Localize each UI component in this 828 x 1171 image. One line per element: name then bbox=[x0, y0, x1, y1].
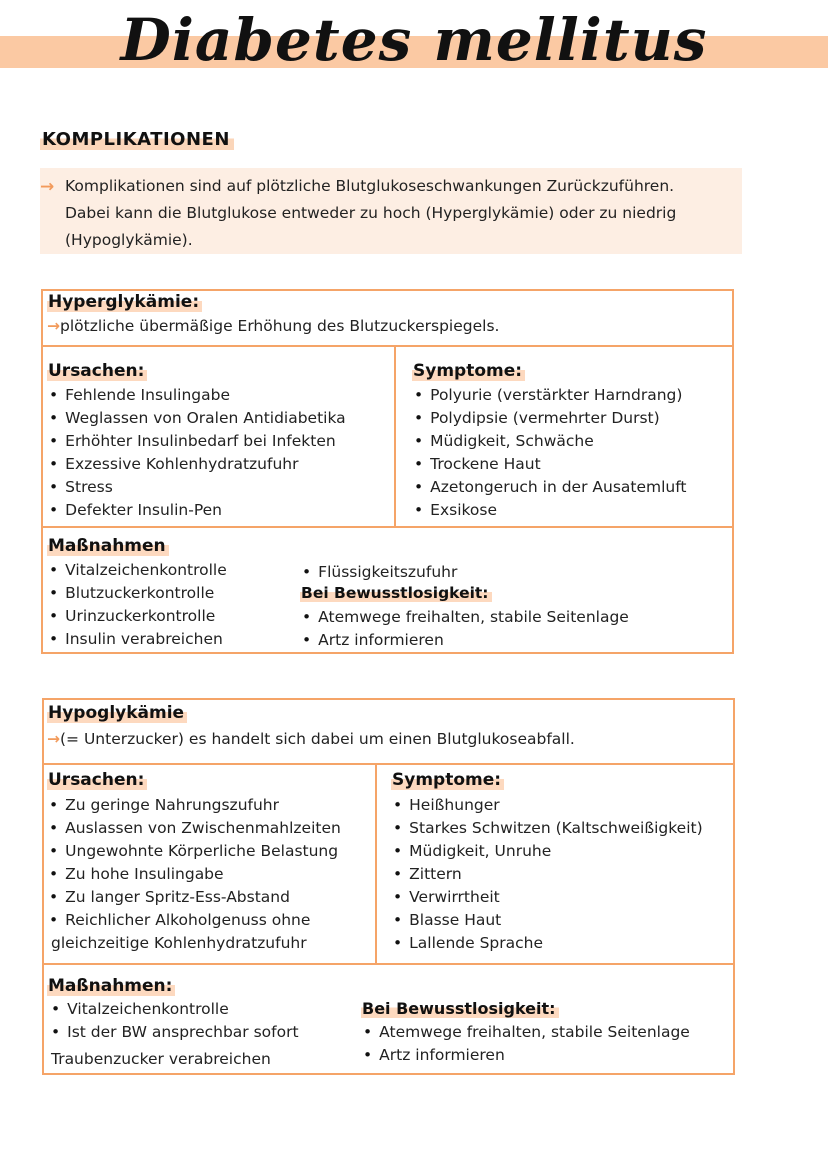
page-title: Diabetes mellitus bbox=[120, 6, 708, 74]
list-item: • Artz informieren bbox=[302, 629, 629, 652]
hypo-unconscious-list bbox=[363, 1021, 690, 1067]
list-item: • Müdigkeit, Schwäche bbox=[414, 430, 687, 453]
list-item: • Lallende Sprache bbox=[393, 932, 703, 955]
hypo-causes-heading: Ursachen: bbox=[47, 770, 147, 790]
arrow-right-icon: → bbox=[40, 177, 55, 197]
list-item: • Verwirrtheit bbox=[393, 886, 703, 909]
section-heading: KOMPLIKATIONEN bbox=[40, 129, 234, 150]
divider bbox=[41, 526, 734, 528]
hypo-symptoms-heading: Symptome: bbox=[391, 770, 504, 790]
divider bbox=[42, 963, 735, 965]
list-item: • Trockene Haut bbox=[414, 453, 687, 476]
list-item: • Starkes Schwitzen (Kaltschweißigkeit) bbox=[393, 817, 703, 840]
intro-line: Dabei kann die Blutglukose entweder zu hoch (Hyperglykämie) oder zu niedrig bbox=[65, 204, 677, 222]
list-item: • Müdigkeit, Unruhe bbox=[393, 840, 703, 863]
hypo-description: (= Unterzucker) es handelt sich dabei um einen Blutglukoseabfall. bbox=[60, 730, 575, 748]
list-item: • Erhöhter Insulinbedarf bei Infekten bbox=[49, 430, 346, 453]
list-item: • Blasse Haut bbox=[393, 909, 703, 932]
hyper-title: Hyperglykämie: bbox=[47, 292, 202, 312]
list-item: • Auslassen von Zwischenmahlzeiten bbox=[49, 817, 341, 840]
hyper-description-row bbox=[47, 317, 499, 335]
divider bbox=[375, 763, 377, 964]
list-item: • Atemwege freihalten, stabile Seitenlage bbox=[302, 606, 629, 629]
list-item: • Reichlicher Alkoholgenuss ohne bbox=[49, 909, 341, 932]
divider bbox=[41, 345, 734, 347]
hyper-symptoms-heading: Symptome: bbox=[412, 361, 525, 381]
list-item: • Azetongeruch in der Ausatemluft bbox=[414, 476, 687, 499]
list-item: • Exzessive Kohlenhydratzufuhr bbox=[49, 453, 346, 476]
hyper-measures-list bbox=[49, 559, 227, 651]
list-item: • Zu hohe Insulingabe bbox=[49, 863, 341, 886]
list-item: • Polydipsie (vermehrter Durst) bbox=[414, 407, 687, 430]
list-item: • Zittern bbox=[393, 863, 703, 886]
hypo-causes-list bbox=[49, 794, 341, 932]
hyper-causes-list bbox=[49, 384, 346, 522]
intro-line: (Hypoglykämie). bbox=[65, 231, 193, 249]
list-item: • Zu langer Spritz-Ess-Abstand bbox=[49, 886, 341, 909]
list-item: • Artz informieren bbox=[363, 1044, 690, 1067]
list-item: • Vitalzeichenkontrolle bbox=[51, 998, 299, 1021]
list-item: • Defekter Insulin-Pen bbox=[49, 499, 346, 522]
hypo-causes-continuation: gleichzeitige Kohlenhydratzufuhr bbox=[51, 934, 307, 952]
hyper-measures-right-list bbox=[302, 561, 457, 584]
hypo-measures-continuation: Traubenzucker verabreichen bbox=[51, 1050, 271, 1068]
list-item: • Zu geringe Nahrungszufuhr bbox=[49, 794, 341, 817]
list-item: • Polyurie (verstärkter Harndrang) bbox=[414, 384, 687, 407]
hyper-measures-heading: Maßnahmen bbox=[47, 536, 169, 556]
hyper-unconscious-list bbox=[302, 606, 629, 652]
hyper-causes-heading: Ursachen: bbox=[47, 361, 147, 381]
hypo-symptoms-list bbox=[393, 794, 703, 955]
list-item: • Insulin verabreichen bbox=[49, 628, 227, 651]
hypo-unconscious-heading: Bei Bewusstlosigkeit: bbox=[361, 999, 559, 1018]
intro-box bbox=[40, 168, 742, 254]
arrow-right-icon: → bbox=[47, 730, 60, 748]
list-item: • Weglassen von Oralen Antidiabetika bbox=[49, 407, 346, 430]
list-item: • Vitalzeichenkontrolle bbox=[49, 559, 227, 582]
hypo-description-row bbox=[47, 730, 575, 748]
divider bbox=[42, 763, 735, 765]
hypo-title: Hypoglykämie bbox=[47, 703, 187, 723]
list-item: • Blutzuckerkontrolle bbox=[49, 582, 227, 605]
list-item: • Fehlende Insulingabe bbox=[49, 384, 346, 407]
hyper-description: plötzliche übermäßige Erhöhung des Blutzuckerspiegels. bbox=[60, 317, 500, 335]
list-item: • Ungewohnte Körperliche Belastung bbox=[49, 840, 341, 863]
hypo-measures-heading: Maßnahmen: bbox=[47, 976, 175, 996]
list-item: • Flüssigkeitszufuhr bbox=[302, 561, 457, 584]
hypo-measures-list bbox=[51, 998, 299, 1044]
intro-line: Komplikationen sind auf plötzliche Blutglukoseschwankungen Zurückzuführen. bbox=[65, 177, 675, 195]
hyper-symptoms-list bbox=[414, 384, 687, 522]
list-item: • Stress bbox=[49, 476, 346, 499]
list-item: • Atemwege freihalten, stabile Seitenlage bbox=[363, 1021, 690, 1044]
hyper-unconscious-heading: Bei Bewusstlosigkeit: bbox=[300, 584, 492, 602]
list-item: • Ist der BW ansprechbar sofort bbox=[51, 1021, 299, 1044]
list-item: • Exsikose bbox=[414, 499, 687, 522]
arrow-right-icon: → bbox=[47, 317, 60, 335]
divider bbox=[394, 345, 396, 527]
list-item: • Heißhunger bbox=[393, 794, 703, 817]
list-item: • Urinzuckerkontrolle bbox=[49, 605, 227, 628]
